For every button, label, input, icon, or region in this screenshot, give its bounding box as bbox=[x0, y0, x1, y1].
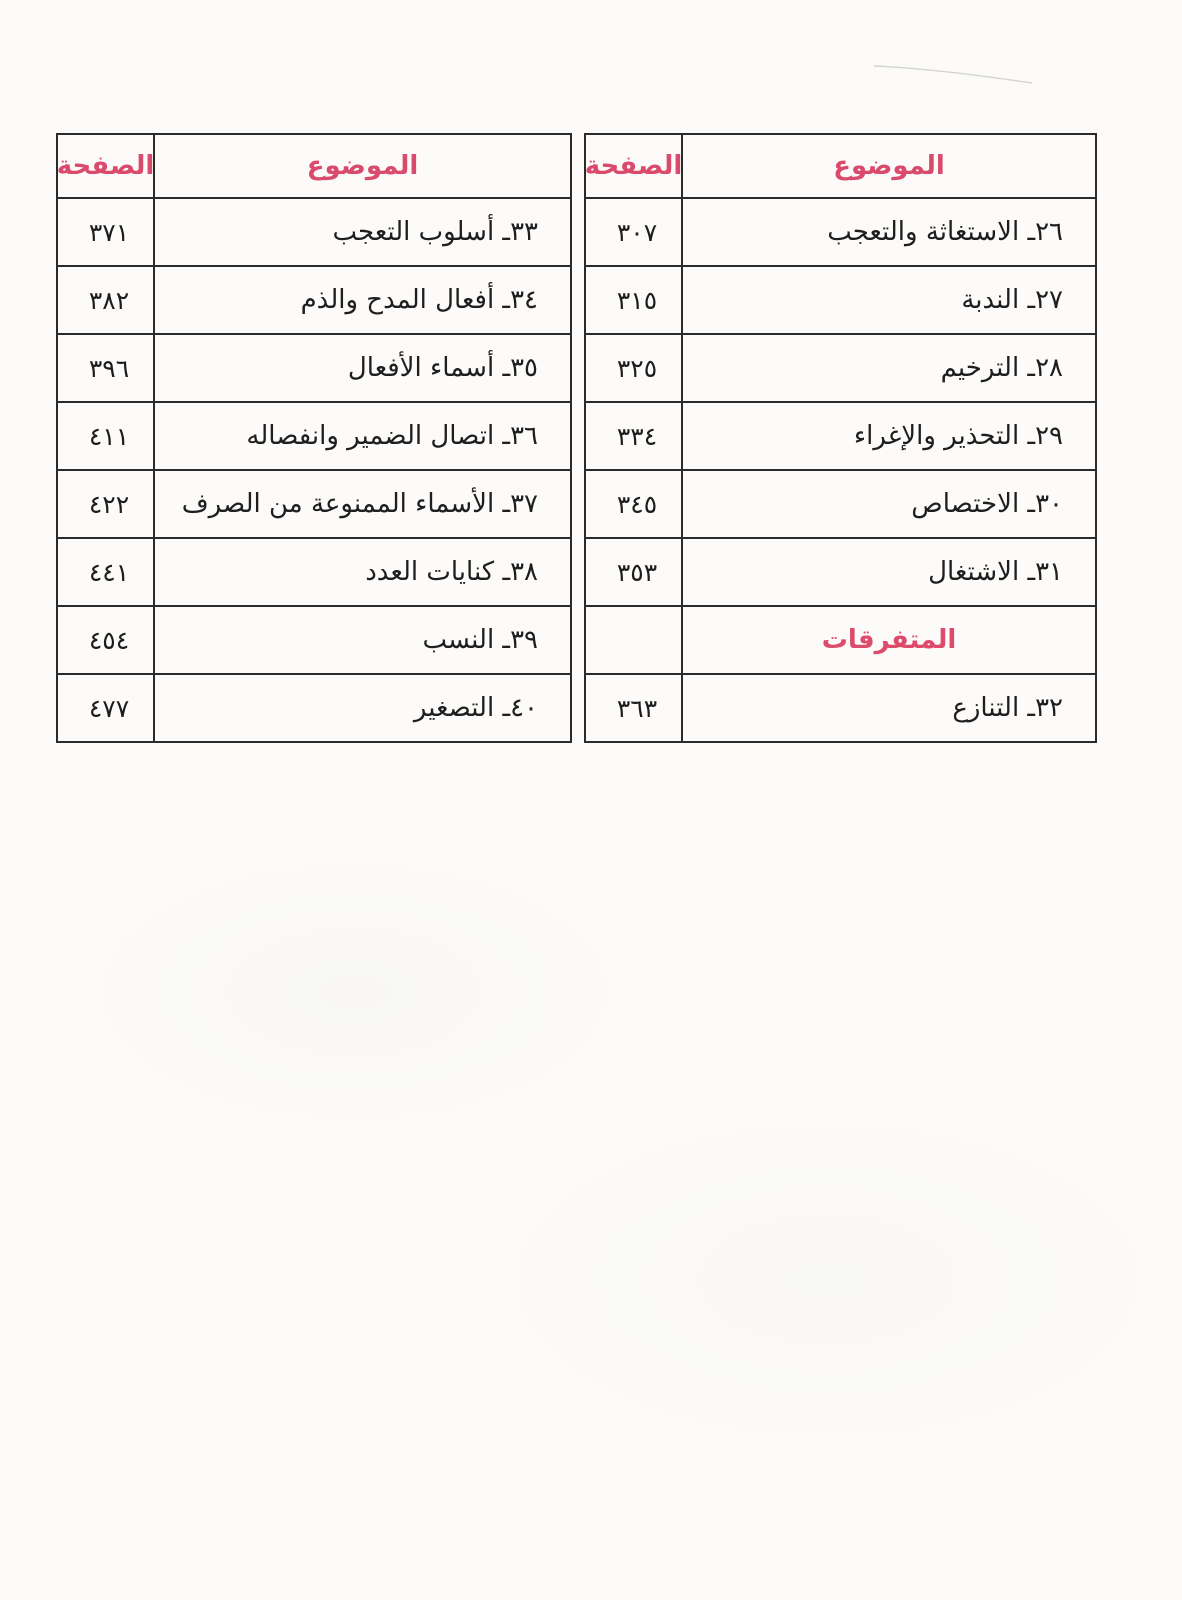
page-number: ٤٥٤ bbox=[58, 607, 155, 673]
table-row bbox=[58, 403, 570, 471]
topic-title: ٣٦ـ اتصال الضمير وانفصاله bbox=[246, 420, 538, 451]
page-number: ٣٢٥ bbox=[586, 335, 683, 401]
topic-title: ٢٧ـ الندبة bbox=[961, 284, 1063, 315]
topic-title: ٤٠ـ التصغير bbox=[413, 692, 538, 723]
page-number bbox=[586, 607, 683, 673]
page-number: ٣٤٥ bbox=[586, 471, 683, 537]
page-number: ٤٤١ bbox=[58, 539, 155, 605]
page-number: ٤١١ bbox=[58, 403, 155, 469]
table-row bbox=[586, 675, 1095, 741]
page-column-header: الصفحة bbox=[586, 135, 683, 197]
topic-title: ٣٥ـ أسماء الأفعال bbox=[347, 352, 538, 383]
page-number: ٤٧٧ bbox=[58, 675, 155, 741]
page-number: ٣١٥ bbox=[586, 267, 683, 333]
topic-column-header: الموضوع bbox=[833, 150, 945, 181]
topic-title: ٢٩ـ التحذير والإغراء bbox=[853, 420, 1063, 451]
page-number: ٤٢٢ bbox=[58, 471, 155, 537]
table-header-row bbox=[58, 135, 570, 199]
table-row bbox=[58, 607, 570, 675]
page-number: ٣٧١ bbox=[58, 199, 155, 265]
table-row bbox=[58, 471, 570, 539]
table-row bbox=[58, 199, 570, 267]
page-number: ٣٥٣ bbox=[586, 539, 683, 605]
table-row bbox=[586, 267, 1095, 335]
topic-title: ٢٨ـ الترخيم bbox=[940, 352, 1063, 383]
misc-section-header: المتفرقات bbox=[821, 624, 957, 655]
table-row bbox=[58, 675, 570, 741]
page-number: ٣٩٦ bbox=[58, 335, 155, 401]
topic-title: ٣٣ـ أسلوب التعجب bbox=[332, 216, 538, 247]
table-row-misc-section bbox=[586, 607, 1095, 675]
page-number: ٣٠٧ bbox=[586, 199, 683, 265]
table-row bbox=[58, 335, 570, 403]
table-row bbox=[586, 335, 1095, 403]
page-number: ٣٦٣ bbox=[586, 675, 683, 741]
topic-title: ٢٦ـ الاستغاثة والتعجب bbox=[827, 216, 1063, 247]
scan-artifact-line bbox=[872, 62, 1034, 86]
topic-title: ٣٢ـ التنازع bbox=[952, 692, 1063, 723]
table-row bbox=[586, 199, 1095, 267]
toc-table-left bbox=[56, 133, 572, 743]
topic-column-header: الموضوع bbox=[306, 150, 419, 181]
topic-title: ٣٧ـ الأسماء الممنوعة من الصرف bbox=[181, 488, 538, 519]
page-column-header: الصفحة bbox=[58, 135, 155, 197]
topic-title: ٣٤ـ أفعال المدح والذم bbox=[300, 284, 538, 315]
toc-table-right bbox=[584, 133, 1097, 743]
topic-title: ٣٠ـ الاختصاص bbox=[911, 488, 1063, 519]
topic-title: ٣٩ـ النسب bbox=[422, 624, 538, 655]
table-row bbox=[586, 539, 1095, 607]
table-row bbox=[58, 539, 570, 607]
table-row bbox=[586, 403, 1095, 471]
table-row bbox=[586, 471, 1095, 539]
table-row bbox=[58, 267, 570, 335]
topic-title: ٣٨ـ كنايات العدد bbox=[365, 556, 538, 587]
page-number: ٣٨٢ bbox=[58, 267, 155, 333]
table-header-row bbox=[586, 135, 1095, 199]
page-number: ٣٣٤ bbox=[586, 403, 683, 469]
topic-title: ٣١ـ الاشتغال bbox=[928, 556, 1063, 587]
